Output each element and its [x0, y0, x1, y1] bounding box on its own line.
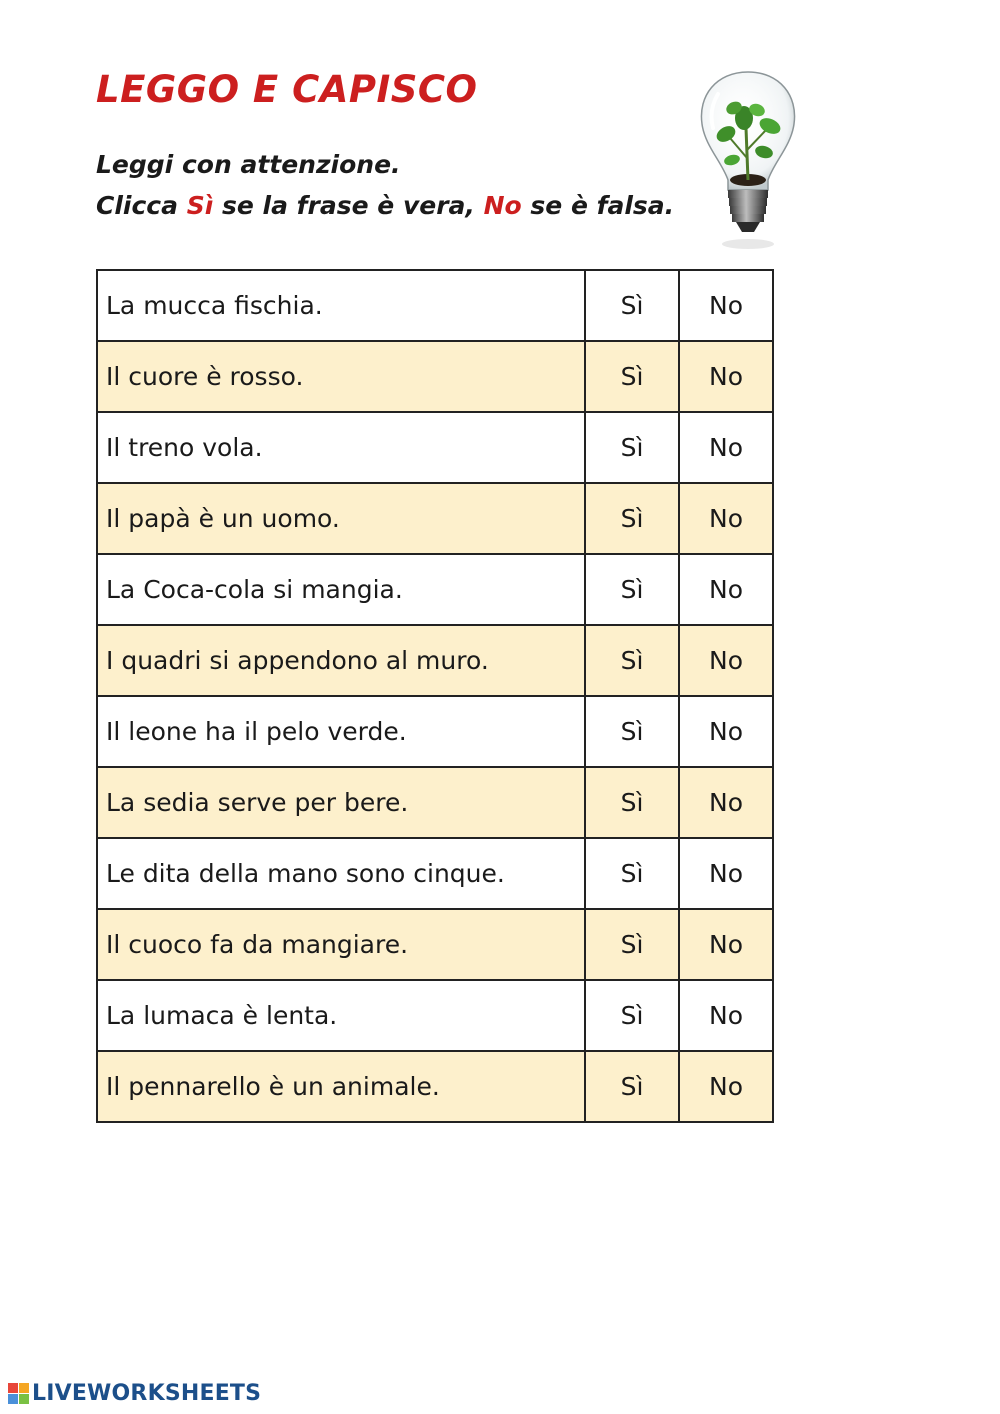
answer-si-option[interactable]: Sì — [585, 696, 679, 767]
statement-cell: La Coca-cola si mangia. — [97, 554, 585, 625]
answer-si-option[interactable]: Sì — [585, 838, 679, 909]
statement-cell: La sedia serve per bere. — [97, 767, 585, 838]
quiz-table — [96, 269, 774, 1123]
answer-no-option[interactable]: No — [679, 1051, 773, 1122]
table-row — [97, 696, 773, 767]
answer-si-option[interactable]: Sì — [585, 767, 679, 838]
statement-cell: Le dita della mano sono cinque. — [97, 838, 585, 909]
answer-si-option[interactable]: Sì — [585, 980, 679, 1051]
page-title: LEGGO E CAPISCO — [96, 68, 478, 111]
answer-no-option[interactable]: No — [679, 412, 773, 483]
footer-logo — [8, 1381, 261, 1406]
answer-no-option[interactable]: No — [679, 909, 773, 980]
instructions — [96, 144, 674, 226]
answer-no-option[interactable]: No — [679, 270, 773, 341]
instruction-text-c: se è falsa. — [521, 191, 675, 220]
statement-cell: I quadri si appendono al muro. — [97, 625, 585, 696]
statement-cell: La mucca fischia. — [97, 270, 585, 341]
table-row — [97, 341, 773, 412]
table-row — [97, 483, 773, 554]
answer-si-option[interactable]: Sì — [585, 554, 679, 625]
statement-cell: Il cuore è rosso. — [97, 341, 585, 412]
answer-no-option[interactable]: No — [679, 625, 773, 696]
statement-cell: Il pennarello è un animale. — [97, 1051, 585, 1122]
answer-no-option[interactable]: No — [679, 483, 773, 554]
instruction-text-a: Clicca — [96, 191, 187, 220]
instruction-si-word: Sì — [186, 191, 214, 220]
table-row — [97, 1051, 773, 1122]
answer-si-option[interactable]: Sì — [585, 1051, 679, 1122]
answer-si-option[interactable]: Sì — [585, 909, 679, 980]
table-row — [97, 554, 773, 625]
lightbulb-plant-icon — [694, 68, 802, 254]
table-row — [97, 625, 773, 696]
instruction-text-b: se la frase è vera, — [213, 191, 484, 220]
answer-no-option[interactable]: No — [679, 767, 773, 838]
answer-si-option[interactable]: Sì — [585, 270, 679, 341]
table-row — [97, 767, 773, 838]
answer-si-option[interactable]: Sì — [585, 483, 679, 554]
brand-name: LIVEWORKSHEETS — [32, 1381, 262, 1406]
statement-cell: Il cuoco fa da mangiare. — [97, 909, 585, 980]
statement-cell: Il treno vola. — [97, 412, 585, 483]
statement-cell: Il papà è un uomo. — [97, 483, 585, 554]
table-row — [97, 270, 773, 341]
statement-cell: Il leone ha il pelo verde. — [97, 696, 585, 767]
table-row — [97, 980, 773, 1051]
table-row — [97, 412, 773, 483]
liveworksheets-logo-icon — [8, 1383, 29, 1404]
answer-no-option[interactable]: No — [679, 554, 773, 625]
statement-cell: La lumaca è lenta. — [97, 980, 585, 1051]
instruction-line-2 — [96, 185, 674, 226]
answer-si-option[interactable]: Sì — [585, 341, 679, 412]
answer-no-option[interactable]: No — [679, 980, 773, 1051]
table-row — [97, 838, 773, 909]
instruction-line-1: Leggi con attenzione. — [96, 150, 401, 179]
answer-no-option[interactable]: No — [679, 696, 773, 767]
answer-si-option[interactable]: Sì — [585, 412, 679, 483]
answer-si-option[interactable]: Sì — [585, 625, 679, 696]
answer-no-option[interactable]: No — [679, 838, 773, 909]
answer-no-option[interactable]: No — [679, 341, 773, 412]
table-row — [97, 909, 773, 980]
instruction-no-word: No — [483, 191, 522, 220]
